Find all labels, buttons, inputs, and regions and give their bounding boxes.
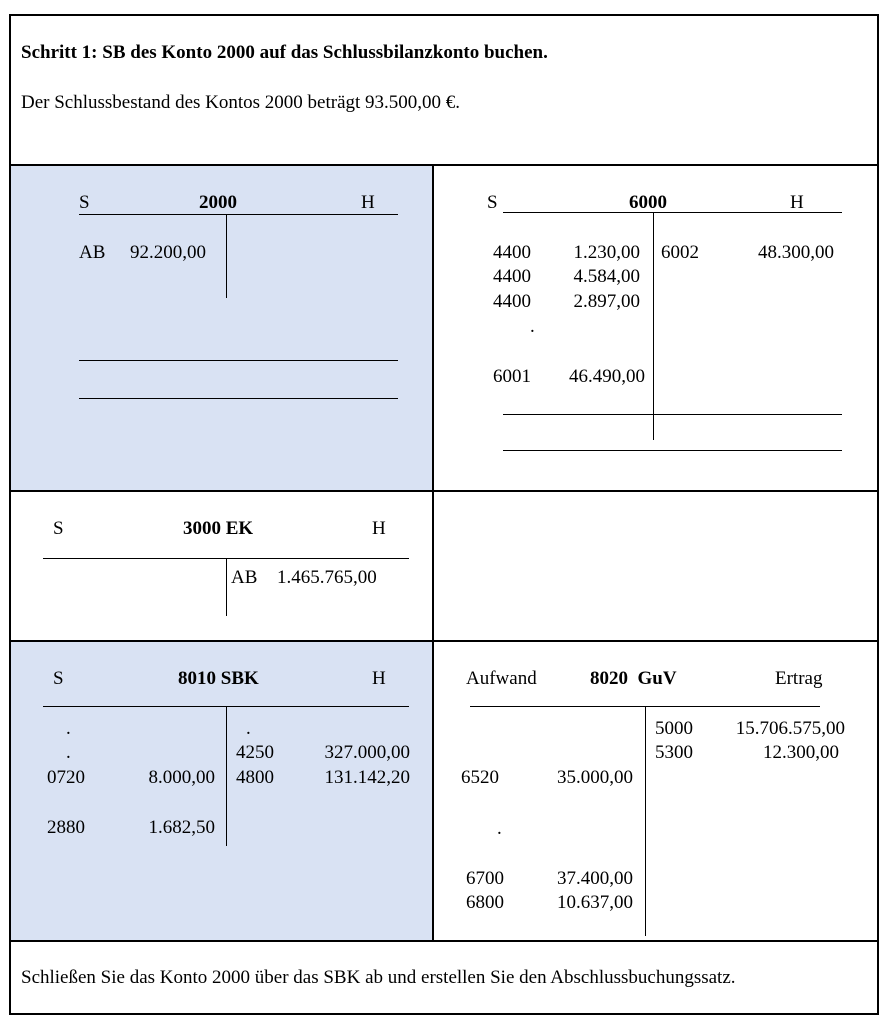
entry-amount: 8.000,00 [148,767,215,788]
entry-konto: 0720 [47,767,85,788]
entry-konto: 6520 [461,767,499,788]
entry-amount: 12.300,00 [763,742,839,763]
soll-label: S [487,192,498,213]
entry-konto: 4400 [493,266,531,287]
haben-label: H [372,518,386,539]
entry-amount: 4.584,00 [573,266,640,287]
entry-amount: 46.490,00 [569,366,645,387]
ellipsis-dot: . [246,718,251,739]
sum-line [79,398,398,399]
grid-line [9,640,879,642]
entry-amount: 1.465.765,00 [277,567,377,588]
account-title: 2000 [199,192,237,213]
grid-line [9,490,879,492]
haben-label: H [361,192,375,213]
entry-amount: 1.230,00 [573,242,640,263]
entry-amount: 35.000,00 [557,767,633,788]
entry-label: AB [231,567,258,588]
account-title: 8020 GuV [590,668,677,689]
entry-amount: 92.200,00 [130,242,206,263]
entry-amount: 48.300,00 [758,242,834,263]
ellipsis-dot: . [66,718,71,739]
entry-amount: 10.637,00 [557,892,633,913]
task-text: Der Schlussbestand des Kontos 2000 beträgt 93.500,00 €. [21,92,461,113]
entry-konto: 4800 [236,767,274,788]
ellipsis-dot: . [530,316,535,337]
entry-konto: 6001 [493,366,531,387]
soll-label: S [53,518,64,539]
entry-amount: 15.706.575,00 [735,718,845,739]
ellipsis-dot: . [66,742,71,763]
entry-konto: 6002 [661,242,699,263]
entry-amount: 131.142,20 [324,767,410,788]
entry-amount: 37.400,00 [557,868,633,889]
entry-label: AB [79,242,106,263]
grid-line [432,164,434,942]
entry-konto: 5300 [655,742,693,763]
soll-label: S [79,192,90,213]
ellipsis-dot: . [497,818,502,839]
t-account-divider [645,706,646,936]
entry-konto: 6800 [466,892,504,913]
entry-konto: 4400 [493,291,531,312]
sum-line [503,414,842,415]
grid-line [9,164,879,166]
sum-line [79,360,398,361]
t-account-top-line [503,212,842,213]
entry-konto: 4250 [236,742,274,763]
sum-line [503,450,842,451]
task-instruction: Schließen Sie das Konto 2000 über das SBK ab und erstellen Sie den Abschlussbuchungssatz. [21,967,736,988]
haben-label: H [372,668,386,689]
ertrag-label: Ertrag [775,668,823,689]
t-account-divider [226,214,227,298]
t-account-divider [226,558,227,616]
grid-line [9,940,879,942]
entry-konto: 6700 [466,868,504,889]
soll-label: S [53,668,64,689]
entry-konto: 5000 [655,718,693,739]
t-account-divider [653,212,654,440]
entry-konto: 4400 [493,242,531,263]
entry-amount: 1.682,50 [148,817,215,838]
account-title: 8010 SBK [178,668,259,689]
t-account-top-line [79,214,398,215]
entry-konto: 2880 [47,817,85,838]
haben-label: H [790,192,804,213]
account-title: 6000 [629,192,667,213]
entry-amount: 327.000,00 [324,742,410,763]
t-account-divider [226,706,227,846]
aufwand-label: Aufwand [466,668,537,689]
task-title: Schritt 1: SB des Konto 2000 auf das Schlussbilanzkonto buchen. [21,42,548,63]
entry-amount: 2.897,00 [573,291,640,312]
account-title: 3000 EK [183,518,254,539]
